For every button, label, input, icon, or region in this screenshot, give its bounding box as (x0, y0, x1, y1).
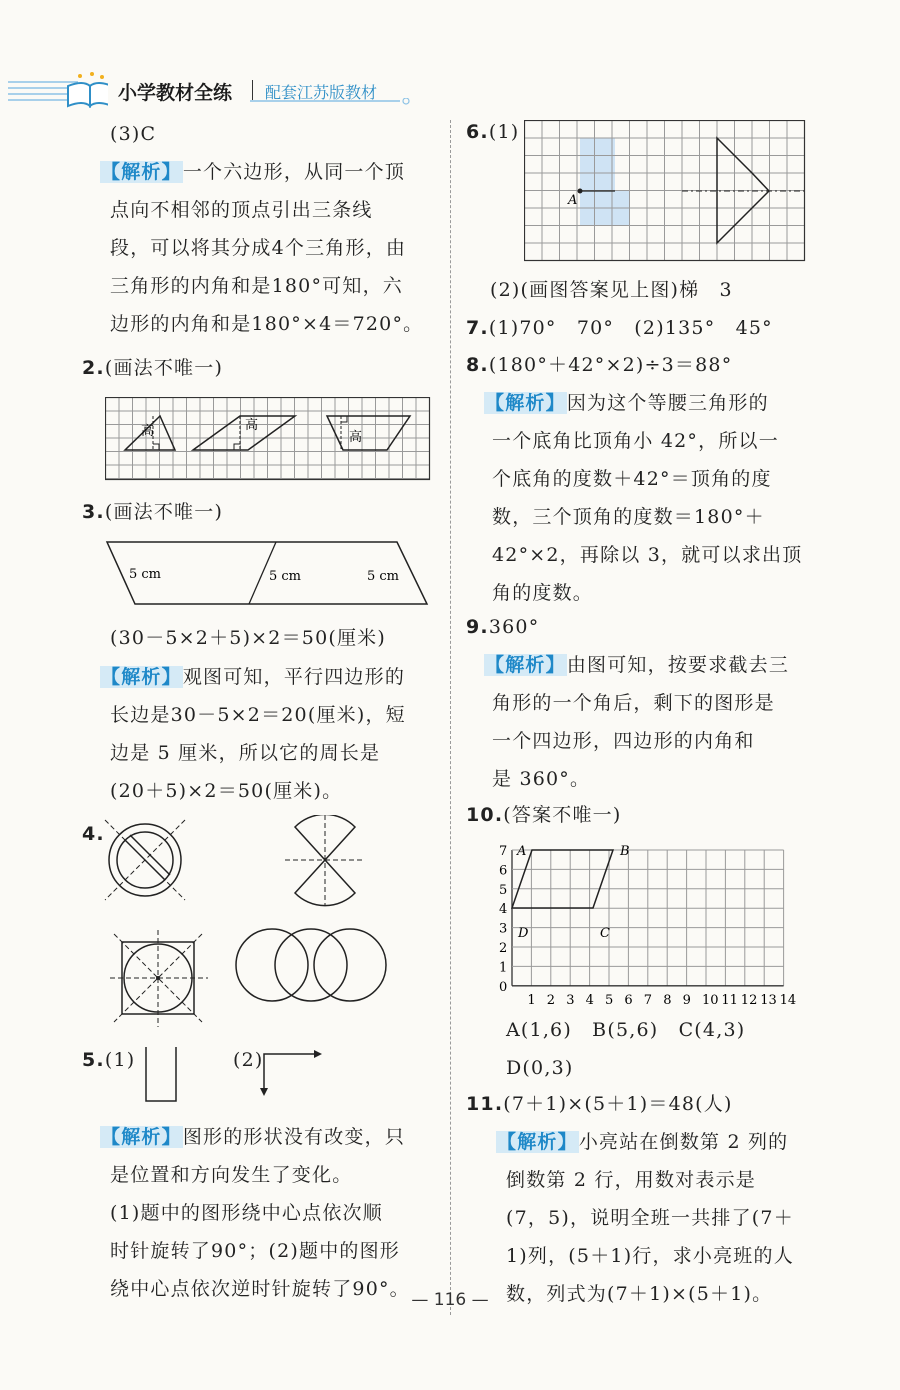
question-9 (466, 615, 539, 639)
y-tick-label: 1 (499, 960, 508, 976)
question-text: (180°＋42°×2)÷3＝88° (488, 354, 733, 376)
explanation-1 (100, 160, 405, 184)
three-circles-figure (236, 929, 386, 1001)
text-line: 一个底角比顶角小 42°，所以一 (492, 430, 779, 452)
question-number: 6. (466, 121, 489, 143)
text-line: 长边是30－5×2＝20(厘米)，短 (110, 704, 406, 726)
column-divider (450, 120, 451, 1315)
dimension-label: 5 cm (129, 567, 162, 582)
dimension-label: 5 cm (367, 569, 400, 584)
text-line: 一个四边形，四边形的内角和 (492, 730, 755, 752)
text-line: (7，5)，说明全班一共排了(7＋ (506, 1207, 794, 1229)
text-line: 小亮站在倒数第 2 列的 (578, 1131, 789, 1153)
height-label: 高 (141, 424, 155, 439)
text-line: 42°×2，再除以 3，就可以求出顶 (492, 544, 803, 566)
question-number: 2. (82, 357, 105, 379)
coordinates-line-2: D(0,3) (506, 1057, 574, 1079)
x-tick-label: 2 (546, 992, 556, 1005)
explanation-tag: 【解析】 (497, 1131, 578, 1153)
text-line: 三角形的内角和是180°可知，六 (110, 275, 403, 297)
point-a-label: A (517, 844, 527, 859)
height-label: 高 (245, 418, 259, 433)
explanation-9 (484, 653, 789, 677)
trapezoid-shape (327, 416, 410, 450)
explanation-8 (484, 391, 769, 415)
question-11 (466, 1092, 733, 1116)
book-icon (8, 72, 108, 112)
text-line: 绕中心点依次逆时针旋转了90°。 (110, 1278, 410, 1300)
point-c-label: C (600, 926, 610, 941)
y-tick-label: 7 (499, 844, 508, 859)
text-line: 一个六边形，从同一个顶 (182, 161, 406, 183)
text-line: 是位置和方向发生了变化。 (110, 1164, 353, 1186)
part-label: (1) (104, 1049, 136, 1071)
coordinates-line-1: A(1,6) B(5,6) C(4,3) (506, 1019, 746, 1041)
x-tick-label: 7 (643, 992, 653, 1005)
part-label: (2) (233, 1049, 264, 1071)
y-tick-label: 3 (499, 921, 508, 937)
shaded-rect-top (580, 138, 615, 191)
q10-coordinate-grid (495, 835, 820, 1005)
text-line: 角形的一个角后，剩下的图形是 (492, 692, 775, 714)
x-tick-label: 4 (585, 992, 594, 1005)
question-text: (画法不唯一) (104, 357, 224, 379)
text-line: 角的度数。 (492, 582, 594, 604)
parallelogram-shape (193, 416, 295, 450)
dimension-label: 5 cm (269, 569, 302, 584)
explanation-tag: 【解析】 (485, 392, 566, 414)
q5-figure-1 (142, 1045, 182, 1105)
text-line: 倒数第 2 行，用数对表示是 (506, 1169, 756, 1191)
y-tick-label: 0 (499, 979, 508, 995)
question-text: (答案不唯一) (503, 804, 622, 826)
square-circle-figure (110, 930, 208, 1027)
question-text: 360° (488, 616, 540, 638)
answer-3: (3)C (110, 123, 157, 145)
header-separator (252, 80, 253, 100)
answer-3-formula: (30－5×2＋5)×2＝50(厘米) (110, 627, 386, 649)
question-number: 5. (82, 1049, 105, 1071)
text-line: 图形的形状没有改变，只 (182, 1126, 406, 1148)
bowtie-figure (285, 815, 365, 906)
header-underline (250, 98, 415, 106)
explanation-tag: 【解析】 (101, 666, 182, 688)
x-tick-label: 6 (624, 992, 633, 1005)
question-5 (82, 1048, 135, 1072)
text-line: 边形的内角和是180°×4＝720°。 (110, 313, 424, 335)
explanation-11 (496, 1130, 788, 1154)
question-number: 8. (466, 354, 489, 376)
question-text: (7＋1)×(5＋1)＝48(人) (503, 1093, 733, 1115)
page-number: — 116 — (411, 1290, 489, 1310)
question-7 (466, 316, 773, 340)
height-label: 高 (349, 430, 363, 445)
question-number: 11. (466, 1093, 504, 1115)
text-line: (20＋5)×2＝50(厘米)。 (110, 780, 343, 802)
text-line: 因为这个等腰三角形的 (566, 392, 769, 414)
header-title: 小学教材全练 (118, 82, 233, 104)
q2-grid-figure (105, 397, 435, 483)
text-line: 时针旋转了90°；(2)题中的图形 (110, 1240, 400, 1262)
question-text: (画法不唯一) (104, 501, 224, 523)
x-tick-label: 3 (566, 992, 575, 1005)
text-line: 由图可知，按要求截去三 (566, 654, 790, 676)
x-tick-label: 10 (702, 992, 719, 1005)
explanation-5 (100, 1125, 405, 1149)
x-tick-label: 14 (779, 992, 797, 1005)
text-line: 数，三个顶角的度数＝180°＋ (492, 506, 765, 528)
text-line: 个底角的度数＋42°＝顶角的度 (492, 468, 772, 490)
question-6 (466, 120, 519, 144)
answer-6-2: (2)(画图答案见上图)梯 3 (490, 279, 733, 301)
q3-parallelogram-figure (105, 538, 435, 608)
q5-figure-2 (258, 1048, 328, 1098)
text-line: 边是 5 厘米，所以它的周长是 (110, 742, 381, 764)
question-number: 10. (466, 804, 504, 826)
circle-figure (105, 820, 185, 900)
x-tick-label: 5 (605, 992, 614, 1005)
parallelogram-abcd (512, 850, 613, 908)
part-label: (1) (488, 121, 520, 143)
question-3 (82, 500, 223, 524)
text-line: (1)题中的图形绕中心点依次顺 (110, 1202, 383, 1224)
explanation-tag: 【解析】 (101, 1126, 182, 1148)
point-d-label: D (518, 926, 529, 941)
text-line: 数，列式为(7＋1)×(5＋1)。 (506, 1283, 773, 1305)
x-tick-label: 1 (527, 992, 536, 1005)
point-b-label: B (620, 844, 630, 859)
header-decoration (8, 72, 108, 112)
q6-grid-figure (524, 120, 809, 265)
question-number: 3. (82, 501, 105, 523)
x-tick-label: 12 (740, 992, 758, 1005)
text-line: 点向不相邻的顶点引出三条线 (110, 199, 373, 221)
y-tick-label: 5 (499, 882, 508, 898)
header-subtitle: 配套江苏版教材 (265, 83, 378, 102)
y-tick-label: 6 (499, 863, 508, 879)
question-number: 4. (82, 823, 105, 845)
x-tick-label: 9 (682, 992, 691, 1005)
q4-symmetry-figures (100, 815, 400, 1030)
question-number: 9. (466, 616, 489, 638)
question-8 (466, 353, 732, 377)
text-line: 是 360°。 (492, 768, 591, 790)
text-line: 1)列，(5＋1)行，求小亮班的人 (506, 1245, 794, 1267)
question-10 (466, 803, 622, 827)
explanation-tag: 【解析】 (101, 161, 182, 183)
y-tick-label: 4 (499, 902, 508, 918)
point-a-label: A (568, 193, 578, 208)
question-2 (82, 356, 223, 380)
question-text: (1)70° 70° (2)135° 45° (488, 317, 773, 339)
text-line: 观图可知，平行四边形的 (182, 666, 406, 688)
y-tick-label: 2 (499, 941, 508, 956)
explanation-tag: 【解析】 (485, 654, 566, 676)
x-tick-label: 11 (721, 992, 738, 1005)
text-line: 段，可以将其分成4个三角形，由 (110, 237, 407, 259)
x-tick-label: 13 (760, 992, 777, 1005)
explanation-3 (100, 665, 405, 689)
question-number: 7. (466, 317, 489, 339)
x-tick-label: 8 (663, 992, 672, 1005)
